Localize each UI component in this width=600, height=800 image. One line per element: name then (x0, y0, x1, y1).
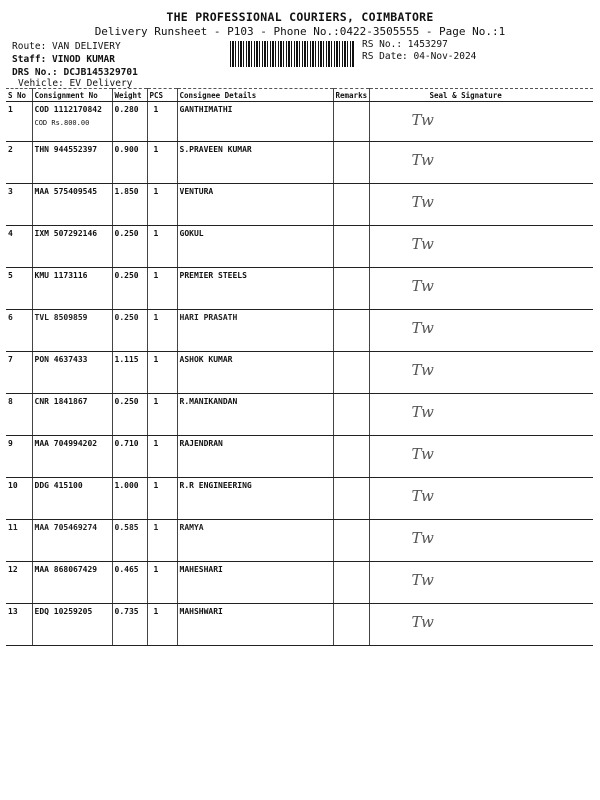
cell-pcs: 1 (147, 226, 177, 268)
cell-consignment: DDG 415100 (32, 478, 112, 520)
cell-weight: 0.280 (112, 102, 147, 142)
cell-signature (369, 562, 593, 604)
col-pcs: PCS (147, 89, 177, 102)
table-row (6, 394, 593, 436)
cell-consignment: MAA 705469274 (32, 520, 112, 562)
cell-sno: 10 (6, 478, 32, 520)
cell-weight: 0.250 (112, 394, 147, 436)
cell-consignee: VENTURA (177, 184, 333, 226)
cell-sno: 2 (6, 142, 32, 184)
cell-weight: 1.000 (112, 478, 147, 520)
table-row (6, 102, 593, 142)
cell-weight: 0.250 (112, 226, 147, 268)
cell-weight: 0.710 (112, 436, 147, 478)
cell-sno: 12 (6, 562, 32, 604)
cell-signature (369, 184, 593, 226)
cell-consignment: MAA 868067429 (32, 562, 112, 604)
col-consignee: Consignee Details (177, 89, 333, 102)
rs-date: RS Date: 04-Nov-2024 (362, 51, 477, 62)
cell-pcs: 1 (147, 394, 177, 436)
cell-sno: 13 (6, 604, 32, 646)
cell-pcs: 1 (147, 604, 177, 646)
document-title: THE PROFESSIONAL COURIERS, COIMBATORE (166, 10, 434, 24)
col-weight: Weight (112, 89, 147, 102)
cell-consignment: EDQ 10259205 (32, 604, 112, 646)
cell-consignee: GOKUL (177, 226, 333, 268)
cell-consignment: MAA 704994202 (32, 436, 112, 478)
cell-consignment: PON 4637433 (32, 352, 112, 394)
cell-pcs: 1 (147, 142, 177, 184)
cell-consignment: MAA 575409545 (32, 184, 112, 226)
cell-sno: 1 (6, 102, 32, 142)
cell-pcs: 1 (147, 268, 177, 310)
table-row (6, 184, 593, 226)
cell-signature (369, 394, 593, 436)
cell-signature (369, 436, 593, 478)
handwritten-signature: Tw (411, 571, 434, 589)
cell-consignment: IXM 507292146 (32, 226, 112, 268)
cell-signature (369, 520, 593, 562)
cell-remarks (333, 310, 369, 352)
cell-weight: 1.115 (112, 352, 147, 394)
cell-pcs: 1 (147, 436, 177, 478)
handwritten-signature: Tw (411, 193, 434, 211)
handwritten-signature: Tw (411, 151, 434, 169)
cell-pcs: 1 (147, 310, 177, 352)
cell-remarks (333, 520, 369, 562)
drs-number: DRS No.: DCJB145329701 (12, 67, 138, 78)
cell-pcs: 1 (147, 184, 177, 226)
vehicle-label: Vehicle: EV Delivery (18, 78, 133, 89)
cell-sno: 7 (6, 352, 32, 394)
runsheet-table (6, 88, 593, 646)
col-remarks: Remarks (333, 89, 369, 102)
cell-remarks (333, 184, 369, 226)
table-row (6, 562, 593, 604)
cell-remarks (333, 226, 369, 268)
cell-pcs: 1 (147, 352, 177, 394)
cell-consignee: R.R ENGINEERING (177, 478, 333, 520)
cell-pcs: 1 (147, 478, 177, 520)
cell-weight: 0.900 (112, 142, 147, 184)
cell-remarks (333, 604, 369, 646)
cell-consignee: ASHOK KUMAR (177, 352, 333, 394)
table-row (6, 226, 593, 268)
cell-remarks (333, 102, 369, 142)
handwritten-signature: Tw (411, 403, 434, 421)
col-consignment: Consignment No (32, 89, 112, 102)
table-row (6, 478, 593, 520)
runsheet-subtitle: Delivery Runsheet - P103 - Phone No.:0422-3505555 - Page No.:1 (94, 25, 506, 38)
route-label: Route: VAN DELIVERY (12, 41, 121, 52)
cell-consignee: RAJENDRAN (177, 436, 333, 478)
cell-signature (369, 310, 593, 352)
handwritten-signature: Tw (411, 319, 434, 337)
staff-label: Staff: VINOD KUMAR (12, 54, 115, 65)
cell-consignment: TVL 8509859 (32, 310, 112, 352)
cell-weight: 0.250 (112, 268, 147, 310)
cell-remarks (333, 436, 369, 478)
cell-pcs: 1 (147, 520, 177, 562)
table-header-row (6, 89, 593, 102)
cell-sno: 6 (6, 310, 32, 352)
cell-sno: 11 (6, 520, 32, 562)
handwritten-signature: Tw (411, 111, 434, 129)
cell-signature (369, 604, 593, 646)
handwritten-signature: Tw (411, 361, 434, 379)
table-row (6, 310, 593, 352)
rs-number: RS No.: 1453297 (362, 39, 448, 50)
cell-signature (369, 102, 593, 142)
cell-signature (369, 226, 593, 268)
cell-weight: 0.585 (112, 520, 147, 562)
cell-consignment: CNR 1841867 (32, 394, 112, 436)
cell-signature (369, 352, 593, 394)
cell-consignment: KMU 1173116 (32, 268, 112, 310)
table-row (6, 268, 593, 310)
table-row (6, 352, 593, 394)
cell-sno: 9 (6, 436, 32, 478)
cell-consignment (32, 102, 112, 142)
cell-consignee: MAHESHARI (177, 562, 333, 604)
cell-sno: 4 (6, 226, 32, 268)
cell-consignee: PREMIER STEELS (177, 268, 333, 310)
cell-pcs: 1 (147, 562, 177, 604)
consignment-number: COD 1112170842 (34, 105, 102, 114)
cell-consignee: R.MANIKANDAN (177, 394, 333, 436)
table-row (6, 604, 593, 646)
cell-signature (369, 268, 593, 310)
cell-remarks (333, 394, 369, 436)
handwritten-signature: Tw (411, 235, 434, 253)
cell-sno: 3 (6, 184, 32, 226)
cod-amount: COD Rs.800.00 (34, 119, 90, 127)
cell-pcs: 1 (147, 102, 177, 142)
table-row (6, 520, 593, 562)
cell-weight: 0.250 (112, 310, 147, 352)
col-sno: S No (6, 89, 32, 102)
handwritten-signature: Tw (411, 613, 434, 631)
cell-remarks (333, 352, 369, 394)
cell-remarks (333, 478, 369, 520)
cell-weight: 0.735 (112, 604, 147, 646)
table-row (6, 436, 593, 478)
cell-remarks (333, 142, 369, 184)
handwritten-signature: Tw (411, 445, 434, 463)
cell-sno: 8 (6, 394, 32, 436)
cell-remarks (333, 268, 369, 310)
cell-weight: 1.850 (112, 184, 147, 226)
cell-signature (369, 478, 593, 520)
handwritten-signature: Tw (411, 487, 434, 505)
cell-signature (369, 142, 593, 184)
handwritten-signature: Tw (411, 277, 434, 295)
cell-consignee: S.PRAVEEN KUMAR (177, 142, 333, 184)
cell-consignee: RAMYA (177, 520, 333, 562)
cell-sno: 5 (6, 268, 32, 310)
table-row (6, 142, 593, 184)
cell-consignee: GANTHIMATHI (177, 102, 333, 142)
cell-consignee: MAHSHWARI (177, 604, 333, 646)
cell-consignment: THN 944552397 (32, 142, 112, 184)
col-signature: Seal & Signature (369, 89, 593, 102)
cell-weight: 0.465 (112, 562, 147, 604)
handwritten-signature: Tw (411, 529, 434, 547)
cell-consignee: HARI PRASATH (177, 310, 333, 352)
cell-remarks (333, 562, 369, 604)
barcode-image (230, 41, 354, 67)
